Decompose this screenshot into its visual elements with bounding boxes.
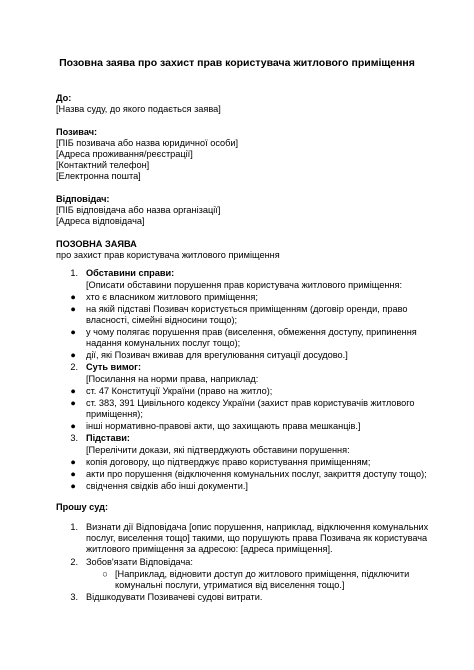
defendant-line: [ПІБ відповідача або назва організації] xyxy=(56,205,221,215)
section-bullet: ст. 47 Конституції України (право на житло); xyxy=(86,386,273,396)
bullet-icon: ● xyxy=(70,327,76,337)
to-line: [Назва суду, до якого подається заява] xyxy=(56,104,221,114)
section-intro: [Описати обставини порушення прав користувача житлового приміщення: xyxy=(86,280,402,290)
plaintiff-line: [Електронна пошта] xyxy=(56,171,141,181)
request-number: 2. xyxy=(70,557,78,567)
claim-heading: ПОЗОВНА ЗАЯВА xyxy=(56,239,137,249)
plaintiff-line: [Адреса проживання/реєстрації] xyxy=(56,149,193,159)
request-label: Прошу суд: xyxy=(56,502,109,512)
section-bullet: на якій підставі Позивач користується приміщенням (договір оренди, право xyxy=(86,304,408,314)
bullet-icon: ● xyxy=(70,481,76,491)
section-bullet: інші нормативно-правові акти, що захищають права мешканців.] xyxy=(86,421,361,431)
request-line: житлового приміщення за адресою: [адреса приміщення]. xyxy=(86,544,333,554)
section-number: 2. xyxy=(70,362,78,372)
request-line: Визнати дії Відповідача [опис порушення, наприклад, відключення комунальних xyxy=(86,522,429,532)
section-bullet: у чому полягає порушення прав (виселення, обмеження доступу, припинення xyxy=(86,327,417,337)
section-title: Обставини справи: xyxy=(86,268,175,278)
plaintiff-line: [Контактний телефон] xyxy=(56,160,150,170)
section-bullet: свідчення свідків або інші документи.] xyxy=(86,481,248,491)
bullet-icon: ● xyxy=(70,469,76,479)
bullet-icon: ● xyxy=(70,292,76,302)
to-label: До: xyxy=(56,93,72,103)
request-number: 3. xyxy=(70,592,78,602)
section-bullet: ст. 383, 391 Цивільного кодексу України (захист прав користувачів житлового xyxy=(86,398,415,408)
request-subline: [Наприклад, відновити доступ до житлового приміщення, підключити xyxy=(115,569,410,579)
section-number: 3. xyxy=(70,433,78,443)
section-number: 1. xyxy=(70,268,78,278)
bullet-icon: ● xyxy=(70,386,76,396)
bullet-icon: ● xyxy=(70,457,76,467)
request-subline: комунальні послуги, утриматися від виселення тощо.] xyxy=(115,580,345,590)
circle-bullet-icon: ○ xyxy=(102,569,108,579)
section-bullet-cont: приміщення); xyxy=(86,409,143,419)
bullet-icon: ● xyxy=(70,421,76,431)
bullet-icon: ● xyxy=(70,350,76,360)
plaintiff-label: Позивач: xyxy=(56,127,98,137)
section-bullet-cont: надання комунальних послуг тощо); xyxy=(86,338,241,348)
request-number: 1. xyxy=(70,522,78,532)
section-intro: [Перелічити докази, які підтверджують обставини порушення: xyxy=(86,445,350,455)
request-line: Зобов'язати Відповідача: xyxy=(86,557,193,567)
section-title: Підстави: xyxy=(86,433,130,443)
section-bullet: акти про порушення (відключення комунальних послуг, закриття доступу тощо); xyxy=(86,469,427,479)
section-title: Суть вимог: xyxy=(86,362,142,372)
section-bullet: дії, які Позивач вживав для врегулювання ситуації досудово.] xyxy=(86,350,348,360)
defendant-line: [Адреса відповідача] xyxy=(56,216,145,226)
request-line: послуг, виселення тощо] такими, що порушують права Позивача як користувача xyxy=(86,533,428,543)
section-intro: [Посилання на норми права, наприклад: xyxy=(86,374,259,384)
claim-subheading: про захист прав користувача житлового приміщення xyxy=(56,250,280,260)
bullet-icon: ● xyxy=(70,304,76,314)
plaintiff-line: [ПІБ позивача або назва юридичної особи] xyxy=(56,138,239,148)
document-title: Позовна заява про захист прав користувача житлового приміщення xyxy=(59,57,415,69)
section-bullet: копія договору, що підтверджує право користування приміщенням; xyxy=(86,457,371,467)
section-bullet-cont: власності, сімейні відносини тощо); xyxy=(86,315,238,325)
defendant-label: Відповідач: xyxy=(56,194,110,204)
section-bullet: хто є власником житлового приміщення; xyxy=(86,292,258,302)
bullet-icon: ● xyxy=(70,398,76,408)
request-line: Відшкодувати Позивачеві судові витрати. xyxy=(86,592,263,602)
